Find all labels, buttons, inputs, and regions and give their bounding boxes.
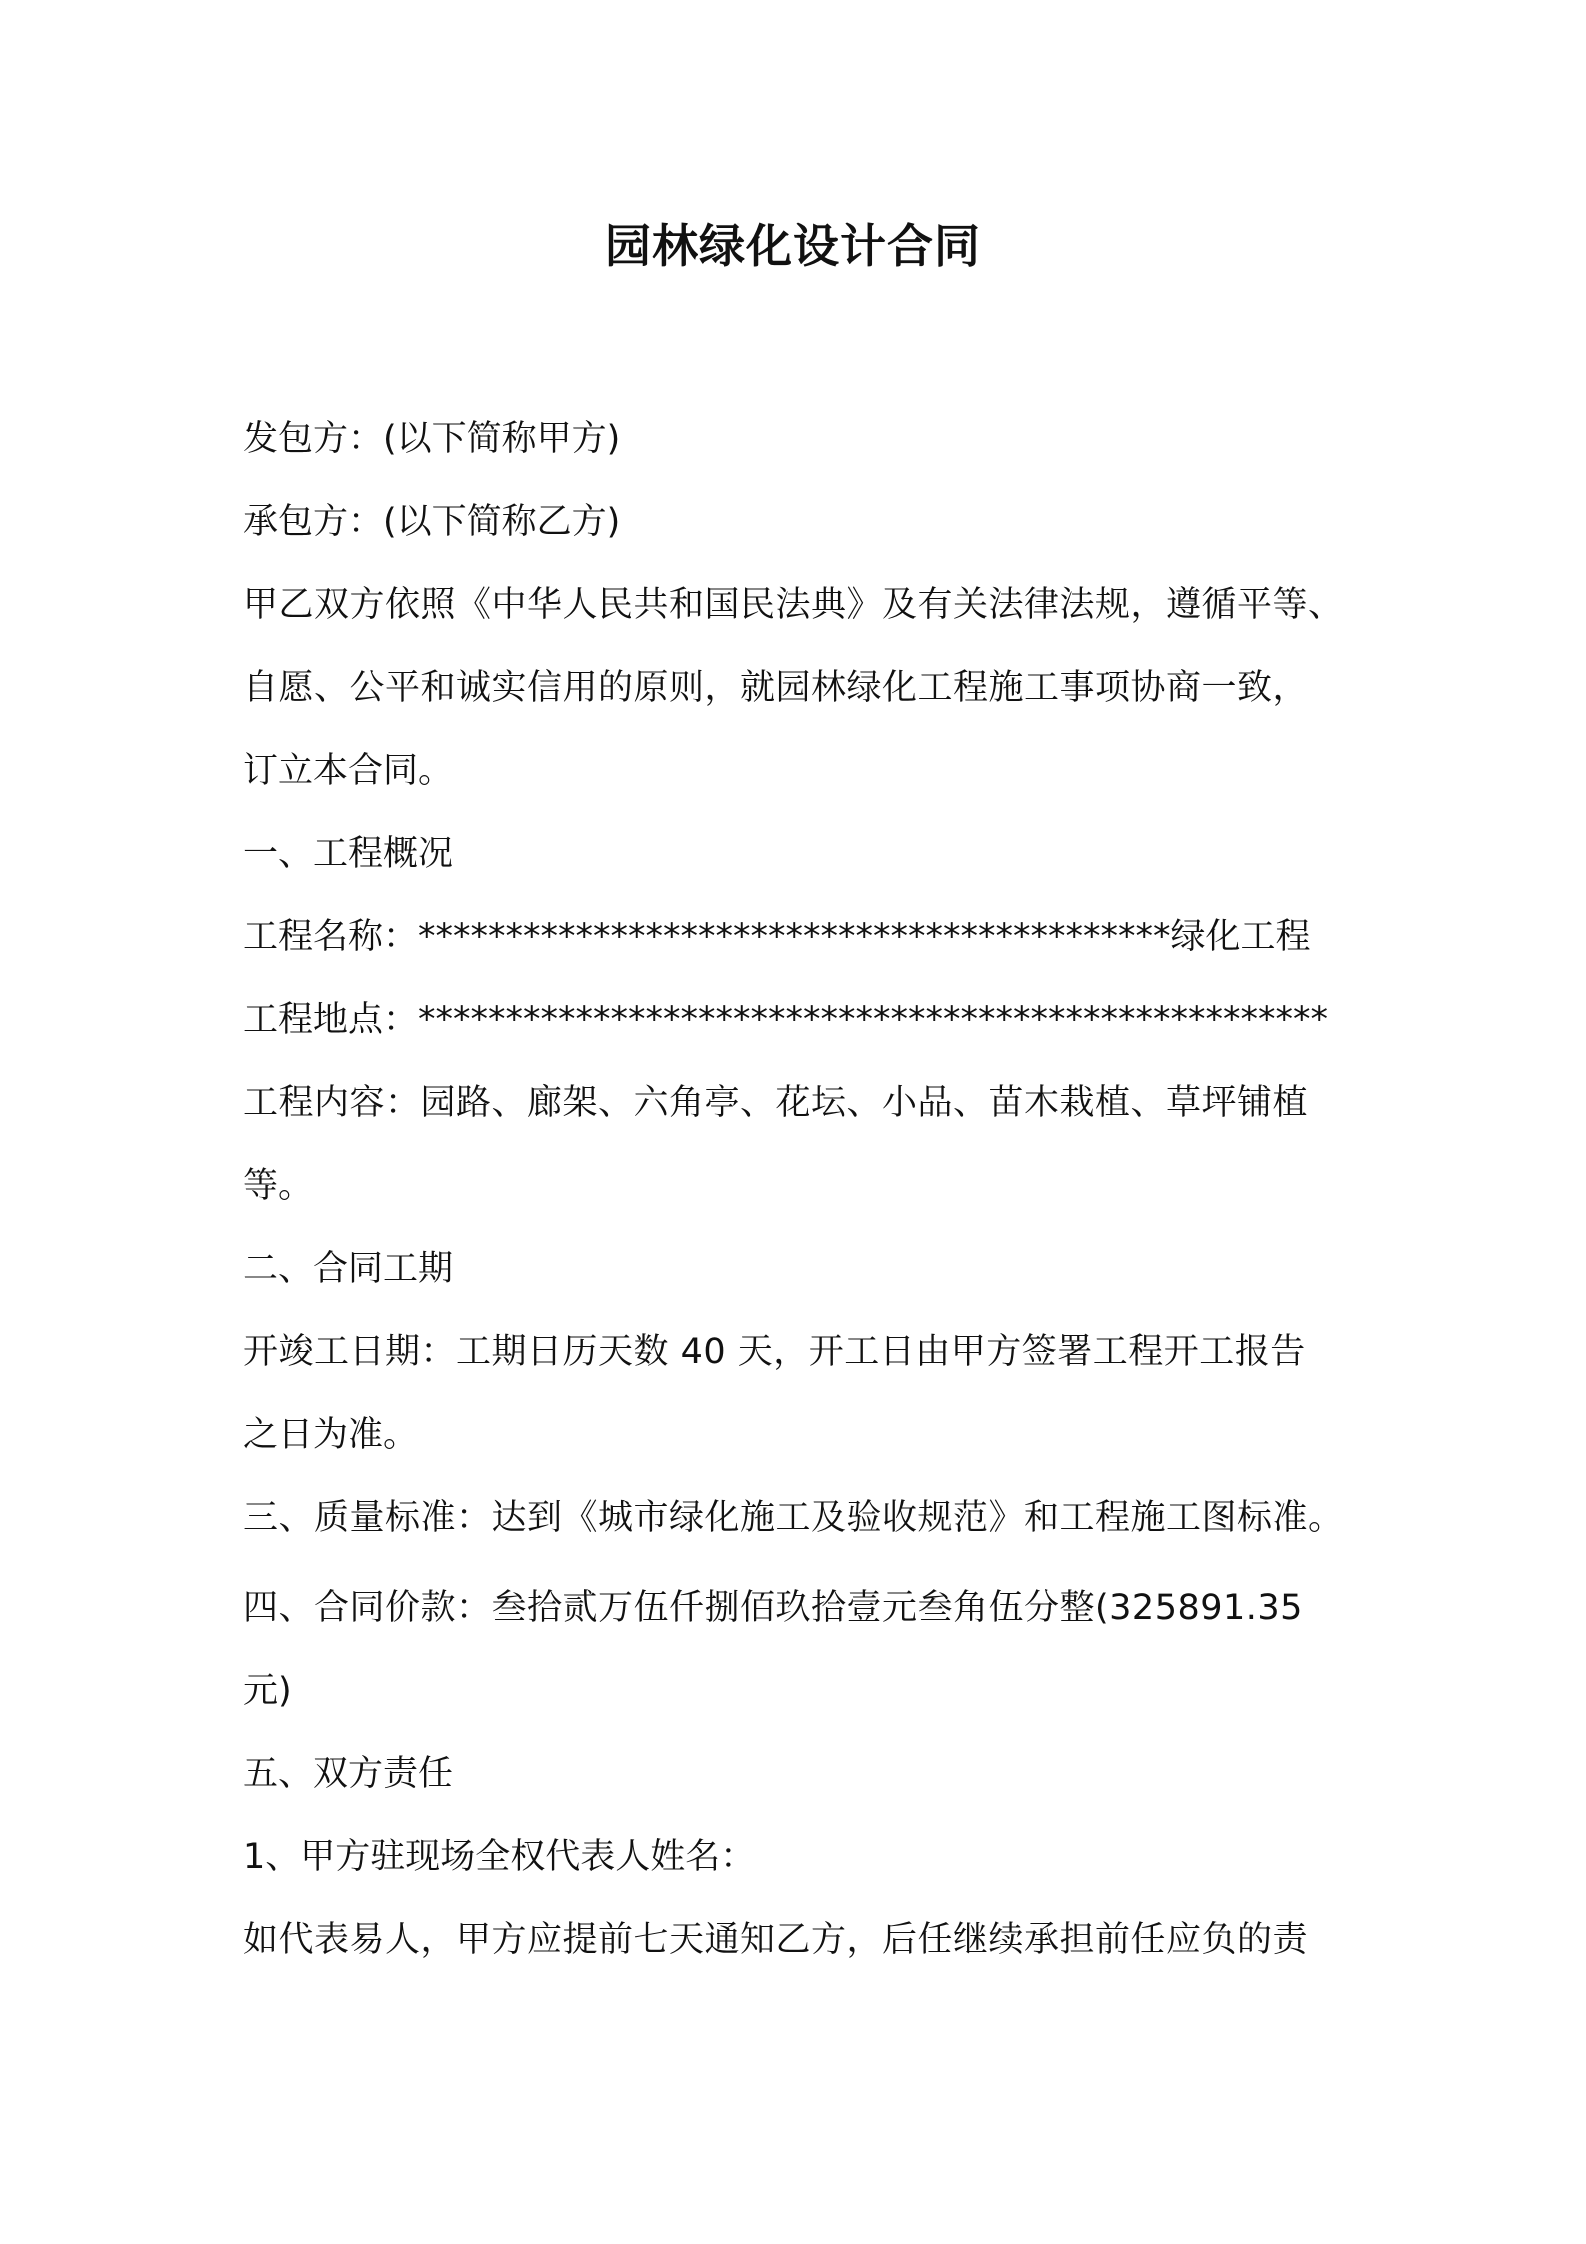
line-project-content-1: 工程内容：园路、廊架、六角亭、花坛、小品、苗木栽植、草坪铺植 (243, 1083, 1309, 1123)
line-preamble-1: 甲乙双方依照《中华人民共和国民法典》及有关法律法规，遵循平等、 (243, 585, 1344, 625)
line-contractor: 承包方：(以下简称乙方) (243, 502, 621, 542)
line-preamble-3: 订立本合同。 (243, 751, 454, 791)
line-project-location: 工程地点：**************************************************** (243, 1000, 1329, 1040)
line-contract-price-1: 四、合同价款：叁拾贰万伍仟捌佰玖拾壹元叁角伍分整(325891.35 (243, 1588, 1303, 1628)
line-schedule-2: 之日为准。 (243, 1415, 419, 1455)
line-representative-change: 如代表易人，甲方应提前七天通知乙方，后任继续承担前任应负的责 (243, 1920, 1309, 1960)
section-heading-5: 五、双方责任 (243, 1754, 454, 1794)
section-heading-2: 二、合同工期 (243, 1249, 454, 1289)
line-employer: 发包方：(以下简称甲方) (243, 419, 621, 459)
line-quality-standard: 三、质量标准：达到《城市绿化施工及验收规范》和工程施工图标准。 (243, 1498, 1344, 1538)
document-title: 园林绿化设计合同 (605, 219, 981, 273)
line-preamble-2: 自愿、公平和诚实信用的原则，就园林绿化工程施工事项协商一致， (243, 668, 1309, 708)
line-contract-price-2: 元) (243, 1671, 292, 1711)
section-heading-1: 一、工程概况 (243, 834, 454, 874)
line-project-content-2: 等。 (243, 1166, 314, 1206)
line-party-a-representative: 1、甲方驻现场全权代表人姓名： (243, 1837, 756, 1877)
line-project-name: 工程名称：*******************************************绿化工程 (243, 917, 1311, 957)
line-schedule-1: 开竣工日期：工期日历天数 40 天，开工日由甲方签署工程开工报告 (243, 1332, 1306, 1372)
